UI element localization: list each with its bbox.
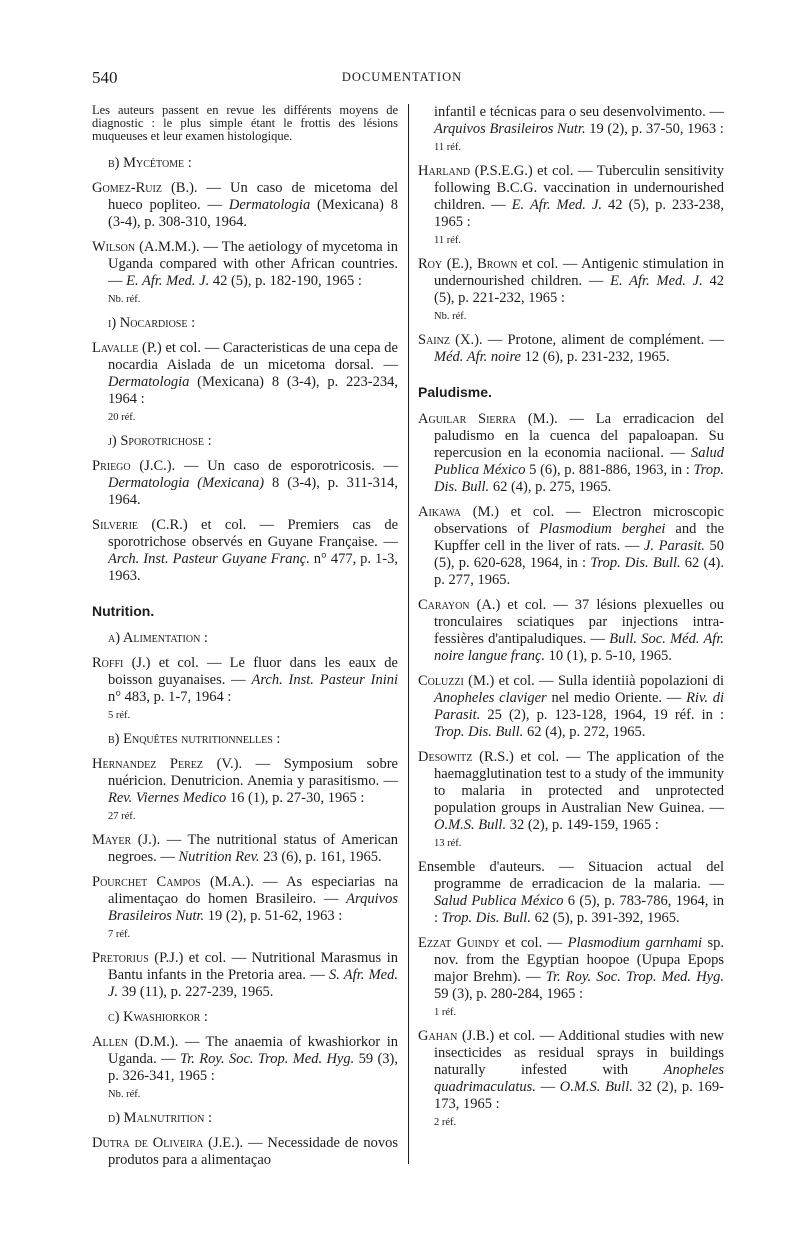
- entry-journal: Rev. Viernes Medico: [108, 790, 227, 806]
- entry-journal: Dermatologia (Mexicana): [108, 475, 265, 491]
- entry-tail: and the Kupffer cell in the liver of rats. —: [434, 521, 725, 554]
- subhead-sporotrichose: j) Sporotrichose :: [108, 433, 212, 449]
- entry-tail: 32 (2), p. 149-159, 1965 :: [506, 817, 659, 833]
- bib-entry: [92, 832, 398, 866]
- bib-entry: [92, 517, 398, 585]
- entry-journal: Dermatologia: [108, 374, 190, 390]
- bib-entry: [92, 239, 398, 307]
- entry-tail: 8 (3-4), p. 311-314, 1964.: [108, 475, 399, 508]
- entry-journal: Plasmodium garnhami: [567, 935, 702, 951]
- entry-tail: —: [535, 1079, 560, 1095]
- entry-journal: Riv. di Parasit.: [434, 690, 724, 723]
- entry-text: et col. — Antigenic stimulation in undernourished children. —: [434, 256, 724, 289]
- entry-ref: Nb. réf.: [434, 311, 467, 322]
- entry-text: (A.) et col. — 37 lésions plexuelles ou tronculaires sciatiques par injections intra-fessières d'antipaludiques. —: [434, 597, 724, 647]
- entry-tail: sp. nov. from the Egyptian hoopoe (Upupa Epops major Brehm). —: [434, 935, 724, 985]
- entry-author: Brown: [477, 256, 518, 272]
- entry-text: (X.). — Protone, aliment de complément. —: [449, 332, 724, 348]
- entry-text: Ensemble d'auteurs. — Situacion actual del programme de erradicacion de la malaria. —: [418, 859, 724, 892]
- entry-text: (D.M.). — The anaemia of kwashiorkor in Uganda. —: [108, 1034, 398, 1067]
- entry-tail: 42 (5), p. 233-238, 1965 :: [434, 197, 724, 230]
- entry-ref: 2 réf.: [434, 1117, 457, 1128]
- bib-entry: [418, 597, 724, 665]
- entry-tail: 23 (6), p. 161, 1965.: [259, 849, 382, 865]
- entry-journal: Nutrition Rev.: [178, 849, 260, 865]
- entry-tail: 10 (1), p. 5-10, 1965.: [545, 648, 672, 664]
- entry-text: (E.),: [442, 256, 478, 272]
- bib-entry: [418, 163, 724, 248]
- entry-tail: 62 (4). p. 277, 1965.: [434, 555, 724, 588]
- entry-text: (M.A.). — As especiarias na alimentaçao do homen Brasileiro. —: [108, 874, 398, 907]
- entry-text: (M.). — La erradicacion del paludismo en la cuenca del papaloapan. Su repercusion en la economia naciional. —: [434, 411, 725, 461]
- entry-text: (J.B.) et col. — Additional studies with new insecticides as residual sprays in buildings naturally infested with: [434, 1028, 724, 1078]
- entry-journal: Arquivos Brasileiros Nutr.: [108, 891, 398, 924]
- section-heading-paludisme: Paludisme.: [418, 384, 492, 400]
- entry-tail: 12 (6), p. 231-232, 1965.: [521, 349, 670, 365]
- subhead-kwashiorkor: c) Kwashiorkor :: [108, 1009, 208, 1025]
- entry-author: Harland: [418, 163, 471, 179]
- entry-ref: Nb. réf.: [108, 1089, 141, 1100]
- bib-entry: [92, 1034, 398, 1102]
- entry-tail: nel medio Oriente. —: [546, 690, 687, 706]
- subhead-enquetes: b) Enquêtes nutritionnelles :: [108, 731, 281, 747]
- entry-journal: E. Afr. Med. J.: [511, 197, 603, 213]
- entry-journal: Trop. Dis. Bull.: [434, 462, 724, 495]
- entry-author: Pourchet Campos: [92, 874, 201, 890]
- entry-ref: 11 réf.: [434, 235, 462, 246]
- entry-ref: 1 réf.: [434, 1007, 457, 1018]
- bib-entry-continuation: [418, 104, 724, 155]
- entry-tail: 59 (3), p. 280-284, 1965 :: [434, 986, 584, 1002]
- entry-ref: 7 réf.: [108, 929, 131, 940]
- entry-author: Aikawa: [418, 504, 461, 520]
- bib-entry: [92, 950, 398, 1001]
- entry-journal: Tr. Roy. Soc. Trop. Med. Hyg.: [179, 1051, 355, 1067]
- entry-tail: 19 (2), p. 51-62, 1963 :: [204, 908, 343, 924]
- entry-tail: 62 (5), p. 391-392, 1965.: [530, 910, 680, 926]
- subhead-malnutrition: d) Malnutrition :: [108, 1110, 212, 1126]
- entry-journal: Salud Publica México: [434, 893, 564, 909]
- entry-journal: S. Afr. Med. J.: [108, 967, 398, 1000]
- entry-author: Sainz: [418, 332, 450, 348]
- bib-entry: [418, 504, 724, 589]
- bib-entry: [418, 935, 724, 1020]
- running-title: DOCUMENTATION: [341, 70, 463, 84]
- entry-text: (R.S.) et col. — The application of the haemagglutination test to a study of the immunity to malaria in protected and unprotected population groups in Australian New Guinea. —: [434, 749, 724, 816]
- entry-journal: Anopheles claviger: [434, 690, 547, 706]
- entry-journal: Arquivos Brasileiros Nutr.: [434, 121, 586, 137]
- entry-journal: Plasmodium berghei: [539, 521, 666, 537]
- column-divider: [408, 104, 409, 1164]
- entry-tail: 62 (4), p. 275, 1965.: [489, 479, 612, 495]
- bib-entry: [418, 749, 724, 851]
- entry-journal: J. Parasit.: [643, 538, 705, 554]
- entry-ref: 20 réf.: [108, 412, 136, 423]
- subhead-mycetome: b) Mycétome :: [108, 155, 192, 171]
- entry-text: (V.). — Symposium sobre nuéricion. Denutricion. Anemia y parasitismo. —: [108, 756, 398, 789]
- entry-author: Roffi: [92, 655, 124, 671]
- entry-journal: Arch. Inst. Pasteur Inini: [251, 672, 399, 688]
- entry-author: Roy: [418, 256, 443, 272]
- entry-journal: Trop. Dis. Bull.: [441, 910, 531, 926]
- bib-entry: [92, 340, 398, 425]
- entry-text: (J.). — The nutritional status of American negroes. —: [108, 832, 398, 865]
- entry-text: (M.) et col. — Electron microscopic observations of: [434, 504, 724, 537]
- entry-ref: 5 réf.: [108, 710, 131, 721]
- entry-author: Mayer: [92, 832, 132, 848]
- entry-journal: Arch. Inst. Pasteur Guyane Franç.: [108, 551, 310, 567]
- entry-journal: Dermatologia: [228, 197, 311, 213]
- bib-entry: [418, 859, 724, 927]
- entry-author: Carayon: [418, 597, 470, 613]
- entry-text: (M.) et col. — Sulla identiià popolazioni di: [463, 673, 724, 689]
- entry-journal: E. Afr. Med. J.: [126, 273, 210, 289]
- entry-text: (P.S.E.G.) et col. — Tuberculin sensitivity following B.C.G. vaccination in undernourished children. —: [434, 163, 724, 213]
- entry-author: Dutra de Oliveira: [92, 1135, 204, 1151]
- entry-tail: n° 483, p. 1-7, 1964 :: [108, 689, 232, 705]
- bib-entry: [92, 1135, 398, 1169]
- entry-journal: Tr. Roy. Soc. Trop. Med. Hyg.: [545, 969, 724, 985]
- entry-text: (J.C.). — Un caso de esporotricosis. —: [130, 458, 398, 474]
- entry-author: Priego: [92, 458, 131, 474]
- entry-tail: 16 (1), p. 27-30, 1965 :: [226, 790, 365, 806]
- entry-text: (C.R.) et col. — Premiers cas de sporotrichose observés en Guyane Française. —: [108, 517, 398, 550]
- entry-author: Wilson: [92, 239, 136, 255]
- entry-tail: 62 (4), p. 272, 1965.: [523, 724, 646, 740]
- entry-ref: 11 réf.: [434, 142, 462, 153]
- right-column: [418, 104, 724, 1138]
- left-column: [92, 104, 398, 1177]
- entry-text: (B.). — Un caso de micetoma del hueco popliteo. —: [108, 180, 398, 213]
- entry-author: Lavalle: [92, 340, 139, 356]
- entry-tail: n° 477, p. 1-3, 1963.: [108, 551, 398, 584]
- entry-text: (A.M.M.). — The aetiology of mycetoma in Uganda compared with other African countries. —: [108, 239, 398, 289]
- entry-journal: O.M.S. Bull.: [434, 817, 507, 833]
- page-number: 540: [92, 68, 118, 87]
- bib-entry: [92, 874, 398, 942]
- entry-tail: 42 (5), p. 221-232, 1965 :: [434, 273, 725, 306]
- entry-journal: Anopheles quadrimaculatus.: [434, 1062, 724, 1095]
- entry-tail: (Mexicana) 8 (3-4), p. 308-310, 1964.: [108, 197, 398, 230]
- bib-entry: [92, 756, 398, 824]
- entry-ref: 27 réf.: [108, 811, 136, 822]
- entry-tail: 25 (2), p. 123-128, 1964, 19 réf. in :: [480, 707, 724, 723]
- entry-author: Gomez-Ruiz: [92, 180, 162, 196]
- bib-entry: [418, 411, 724, 496]
- entry-author: Coluzzi: [418, 673, 464, 689]
- entry-text: (J.E.). — Necessidade de novos produtos para a alimentaçao: [108, 1135, 398, 1168]
- bib-entry: [92, 458, 398, 509]
- intro-paragraph: Les auteurs passent en revue les différents moyens de diagnostic : le plus simple étant le frottis des lésions muqueuses et leur examen histologique.: [92, 103, 398, 143]
- entry-author: Hernandez Perez: [92, 756, 203, 772]
- entry-author: Desowitz: [418, 749, 473, 765]
- entry-journal: Méd. Afr. noire: [434, 349, 521, 365]
- entry-journal: Trop. Dis. Bull.: [590, 555, 681, 571]
- entry-tail: (Mexicana) 8 (3-4), p. 223-234, 1964 :: [108, 374, 398, 407]
- section-heading-nutrition: Nutrition.: [92, 603, 155, 619]
- entry-tail: 6 (5), p. 783-786, 1964, in :: [434, 893, 724, 926]
- bib-entry: [418, 256, 724, 324]
- entry-journal: Salud Publica México: [434, 445, 724, 478]
- entry-author: Gahan: [418, 1028, 458, 1044]
- entry-author: Ezzat Guindy: [418, 935, 500, 951]
- bib-entry: [418, 673, 724, 741]
- entry-author: Aguilar Sierra: [418, 411, 517, 427]
- entry-journal: E. Afr. Med. J.: [610, 273, 703, 289]
- entry-journal: O.M.S. Bull.: [559, 1079, 633, 1095]
- entry-text: (P.) et col. — Caracteristicas de una cepa de nocardia Aislada de un micetoma dorsal. —: [108, 340, 398, 373]
- entry-author: Allen: [92, 1034, 129, 1050]
- entry-ref: 13 réf.: [434, 838, 462, 849]
- entry-tail: 39 (11), p. 227-239, 1965.: [118, 984, 274, 1000]
- entry-tail: 19 (2), p. 37-50, 1963 :: [585, 121, 724, 137]
- bib-entry: [92, 180, 398, 231]
- entry-ref: Nb. réf.: [108, 294, 141, 305]
- entry-tail: 42 (5), p. 182-190, 1965 :: [209, 273, 362, 289]
- entry-text: infantil e técnicas para o seu desenvolvimento. —: [434, 104, 724, 120]
- entry-journal: Trop. Dis. Bull.: [434, 724, 524, 740]
- entry-text: et col. —: [499, 935, 568, 951]
- entry-tail: 32 (2), p. 169-173, 1965 :: [434, 1079, 725, 1112]
- entry-author: Pretorius: [92, 950, 149, 966]
- entry-tail: 50 (5), p. 620-628, 1964, in :: [434, 538, 725, 571]
- entry-text: (J.) et col. — Le fluor dans les eaux de boisson guyanaises. —: [108, 655, 398, 688]
- entry-journal: Bull. Soc. Méd. Afr. noire langue franç.: [434, 631, 724, 664]
- entry-tail: 5 (6), p. 881-886, 1963, in :: [525, 462, 694, 478]
- page-header: [92, 68, 712, 92]
- entry-text: (P.J.) et col. — Nutritional Marasmus in Bantu infants in the Pretoria area. —: [108, 950, 398, 983]
- bib-entry: [418, 332, 724, 366]
- entry-author: Silverie: [92, 517, 139, 533]
- bib-entry: [92, 655, 398, 723]
- entry-tail: 59 (3), p. 326-341, 1965 :: [108, 1051, 398, 1084]
- subhead-nocardiose: i) Nocardiose :: [108, 315, 196, 331]
- bib-entry: [418, 1028, 724, 1130]
- subhead-alimentation: a) Alimentation :: [108, 630, 208, 646]
